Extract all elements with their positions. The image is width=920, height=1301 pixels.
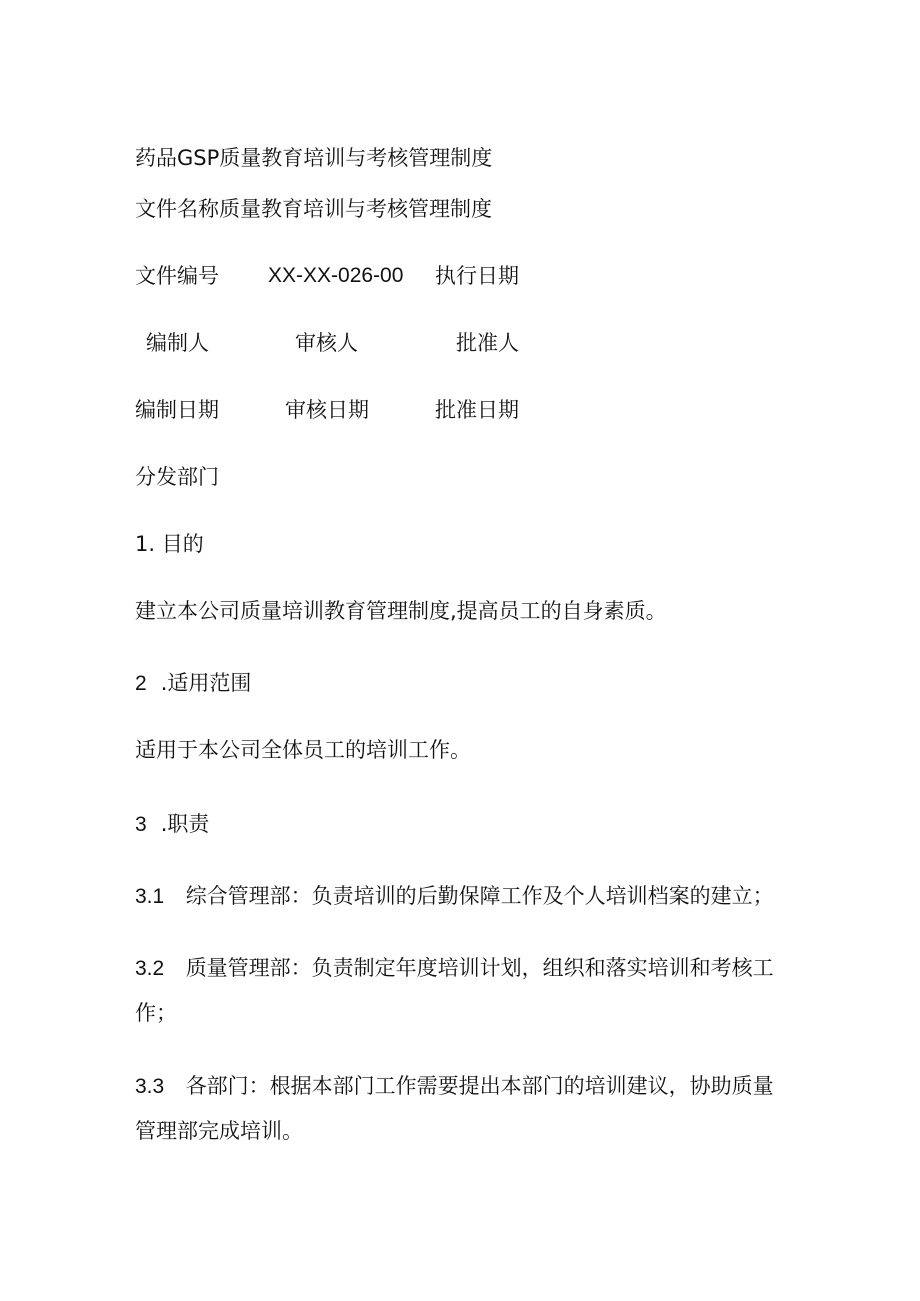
section-2-heading: .适用范围: [160, 671, 252, 695]
label-editor: 编制人: [146, 331, 209, 355]
label-review-date: 审核日期: [285, 398, 369, 422]
section-1-body: 建立本公司质量培训教育管理制度,提高员工的自身素质。: [135, 599, 667, 623]
document-title: 药品GSP质量教育培训与考核管理制度: [135, 146, 493, 170]
item-3-2-text: 质量管理部：负责制定年度培训计划，组织和落实培训和考核工作；: [135, 956, 774, 1025]
file-name-line: 文件名称质量教育培训与考核管理制度: [135, 197, 492, 221]
item-3-3-text: 各部门：根据本部门工作需要提出本部门的培训建议，协助质量管理部完成培训。: [135, 1074, 774, 1143]
label-file-number: 文件编号: [135, 264, 219, 288]
section-2-number: 2: [135, 672, 147, 695]
label-edit-date: 编制日期: [135, 398, 219, 422]
section-2-heading-line: [135, 668, 251, 699]
label-distribution: 分发部门: [135, 465, 219, 489]
list-item: [135, 874, 785, 919]
label-approve-date: 批准日期: [435, 398, 519, 422]
list-item: [135, 1064, 785, 1154]
section-3-number: 3: [135, 813, 147, 836]
item-3-1-text: 综合管理部：负责培训的后勤保障工作及个人培训档案的建立；: [185, 884, 774, 908]
list-item: [135, 946, 785, 1036]
file-number-value: XX-XX-026-00: [268, 264, 404, 287]
section-3-heading-line: [135, 809, 209, 840]
section-3-heading: .职责: [160, 812, 210, 836]
label-approver: 批准人: [456, 331, 519, 355]
label-reviewer: 审核人: [295, 331, 358, 355]
section-2-body: 适用于本公司全体员工的培训工作。: [135, 738, 471, 762]
item-3-1-number: 3.1: [135, 885, 165, 908]
section-1-heading: 1. 目的: [135, 532, 204, 556]
item-3-3-number: 3.3: [135, 1075, 165, 1098]
label-exec-date: 执行日期: [435, 264, 519, 288]
item-3-2-number: 3.2: [135, 957, 165, 980]
